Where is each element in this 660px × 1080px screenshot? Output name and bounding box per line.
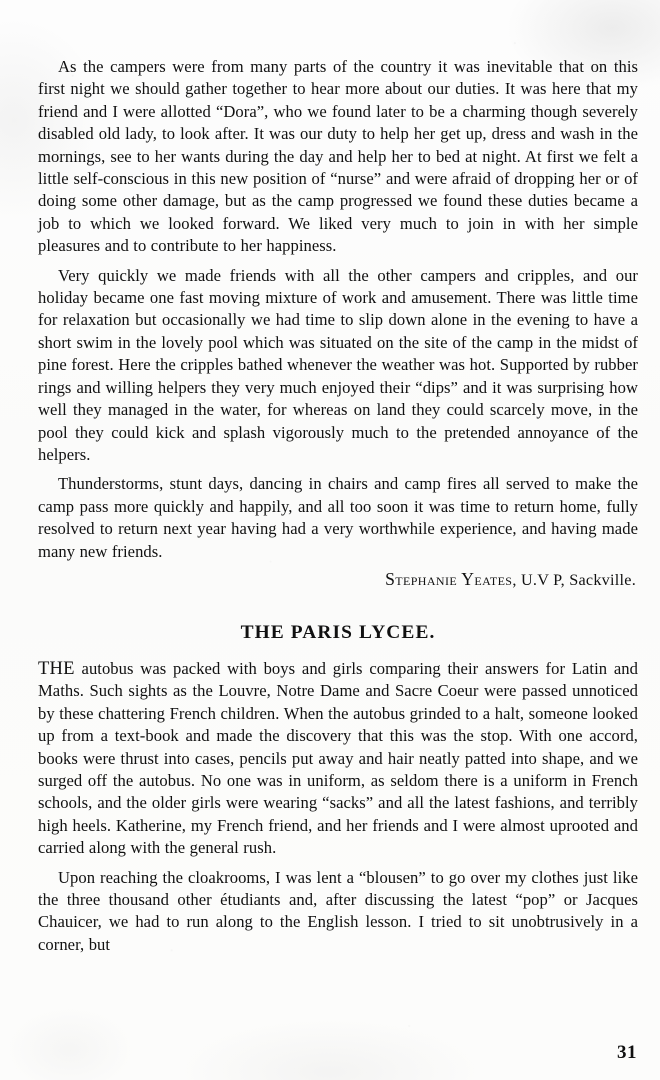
page-number: 31 <box>617 1042 637 1063</box>
paragraph-cloakrooms: Upon reaching the cloakrooms, I was lent a “blousen” to go over my clothes just like the three thousand other étudiants and, after discussing the latest “pop” or Jacques Chauicer, we had to run along to the English lesson. I tried to sit unobtrusively in a corner, but <box>38 867 638 954</box>
paragraph-autobus-text: autobus was packed with boys and girls comparing their answers for Latin and Maths. Such sights as the Louvre, Notre Dame and Sacre Coeur were passed unnoticed by these chattering French children. When the autobus grinded to a halt, someone looked up from a text-book and made the discovery that this was the stop. With one accord, books were thrust into cases, pencils put away and hair neatly patted into shape, and we surged off the autobus. No one was in uniform, as seldom there is a uniform in French schools, and the older girls were wearing “sacks” and all the latest fashions, and terribly high heels. Katherine, my French friend, and her friends and I were almost uprooted and carried along with the general rush. <box>38 658 638 858</box>
page-text-block <box>38 56 638 956</box>
article-title-paris-lycee: THE PARIS LYCEE. <box>240 621 436 643</box>
spacer-before-title <box>38 591 638 621</box>
byline-affiliation: , U.V P, Sackville. <box>512 570 636 589</box>
paragraph-campers-intro: As the campers were from many parts of the country it was inevitable that on this first night we should gather together to hear more about our duties. It was here that my friend and I were allotted “Dora”, who we found later to be a charming though severely disabled old lady, to look after. It was our duty to help her get up, dress and wash in the mornings, see to her wants during the day and help her to bed at night. At first we felt a little self-conscious in this new position of “nurse” and were afraid of dropping her or of doing some other damage, but as the camp progressed we found these duties became a job to which we looked forward. We liked very much to join in with her simple pleasures and to contribute to her happiness. <box>38 57 638 256</box>
paragraph-autobus <box>38 658 638 860</box>
paragraph-friends-pool: Very quickly we made friends with all the other campers and cripples, and our holiday became one fast moving mixture of work and amusement. There was little time for relaxation but occasionally we had time to slip down alone in the evening to have a short swim in the lovely pool which was situated on the site of the camp in the midst of pine forest. Here the cripples bathed whenever the weather was hot. Supported by rubber rings and willing helpers they very much enjoyed their “dips” and it was surprising how well they managed in the water, for whereas on land they could scarcely move, in the pool they could kick and splash vigorously much to the pretended annoyance of the helpers. <box>38 265 638 464</box>
spacer-after-title <box>38 645 638 658</box>
byline-author: Stephanie Yeates <box>385 568 513 589</box>
paragraph-lead-caps: THE <box>38 657 75 679</box>
paragraph-thunderstorms: Thunderstorms, stunt days, dancing in chairs and camp fires all served to make the camp pass more quickly and happily, and all too soon it was time to return home, fully resolved to return next year having had a very worthwhile experience, and having made many new friends. <box>38 474 638 561</box>
article-byline <box>38 569 638 591</box>
